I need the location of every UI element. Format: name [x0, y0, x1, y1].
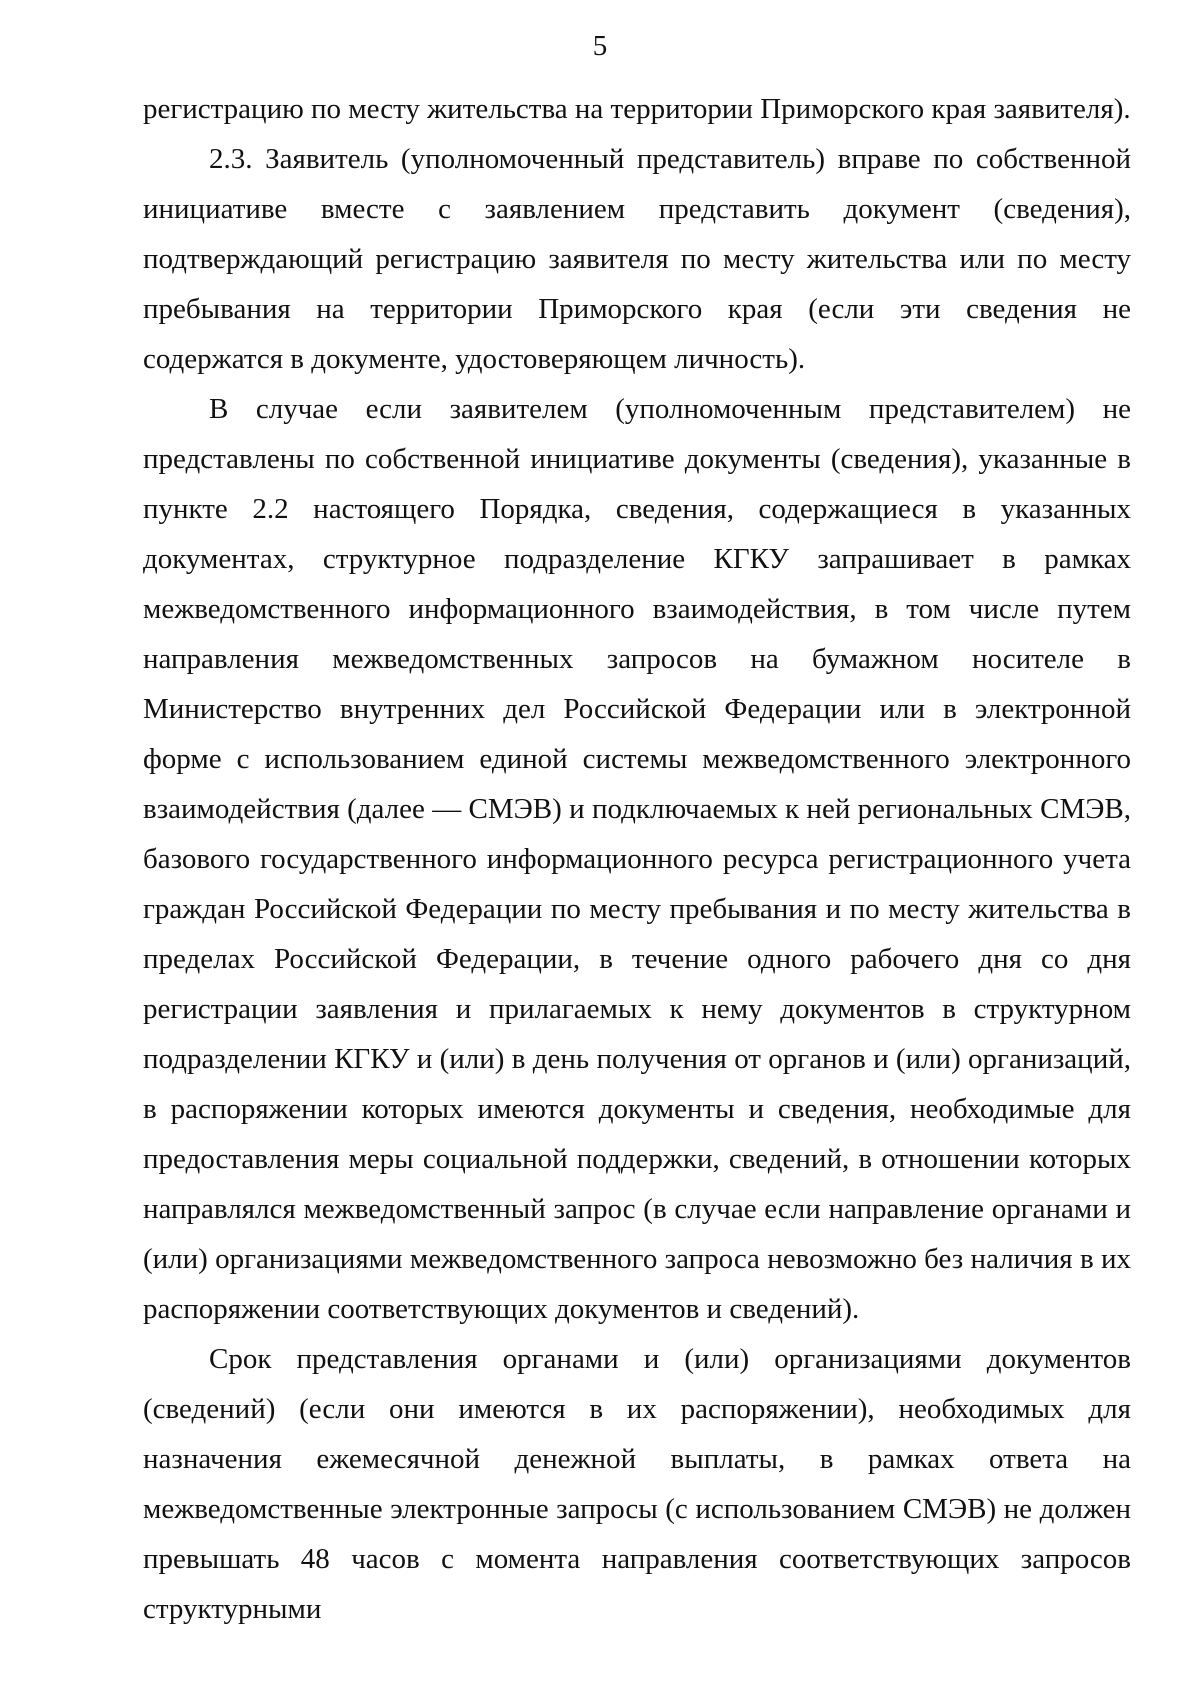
paragraph-continuation: регистрацию по месту жительства на территории Приморского края заявителя). — [143, 93, 1131, 125]
paragraph-2-3: 2.3. Заявитель (уполномоченный представитель) вправе по собственной инициативе вместе с заявлением представить документ (сведения), подтверждающий регистрацию заявителя по месту жительства или по месту пребывания на территории Приморского края (если эти сведения не содержатся в документе, удостоверяющем личность). — [143, 143, 1131, 375]
page-number: 5 — [592, 30, 608, 62]
paragraph-interagency-requests: В случае если заявителем (уполномоченным представителем) не представлены по собственной инициативе документы (сведения), указанные в пункте 2.2 настоящего Порядка, сведения, содержащиеся в указанных документах, структурное подразделение КГКУ запрашивает в рамках межведомственного информационного взаимодействия, в том числе путем направления межведомственных запросов на бумажном носителе в Министерство внутренних дел Российской Федерации или в электронной форме с использованием единой системы межведомственного электронного взаимодействия (далее — СМЭВ) и подключаемых к ней региональных СМЭВ, базового государственного информационного ресурса регистрационного учета граждан Российской Федерации по месту пребывания и по месту жительства в пределах Российской Федерации, в течение одного рабочего дня со дня регистрации заявления и прилагаемых к нему документов в структурном подразделении КГКУ и (или) в день получения от органов и (или) организаций, в распоряжении которых имеются документы и сведения, необходимые для предоставления меры социальной поддержки, сведений, в отношении которых направлялся межведомственный запрос (в случае если направление органами и (или) организациями межведомственного запроса невозможно без наличия в их распоряжении соответствующих документов и сведений). — [143, 393, 1131, 1325]
document-body — [143, 84, 1131, 1634]
paragraph-response-deadline: Срок представления органами и (или) организациями документов (сведений) (если они имеются в их распоряжении), необходимых для назначения ежемесячной денежной выплаты, в рамках ответа на межведомственные электронные запросы (с использованием СМЭВ) не должен превышать 48 часов с момента направления соответствующих запросов структурными — [143, 1343, 1131, 1625]
